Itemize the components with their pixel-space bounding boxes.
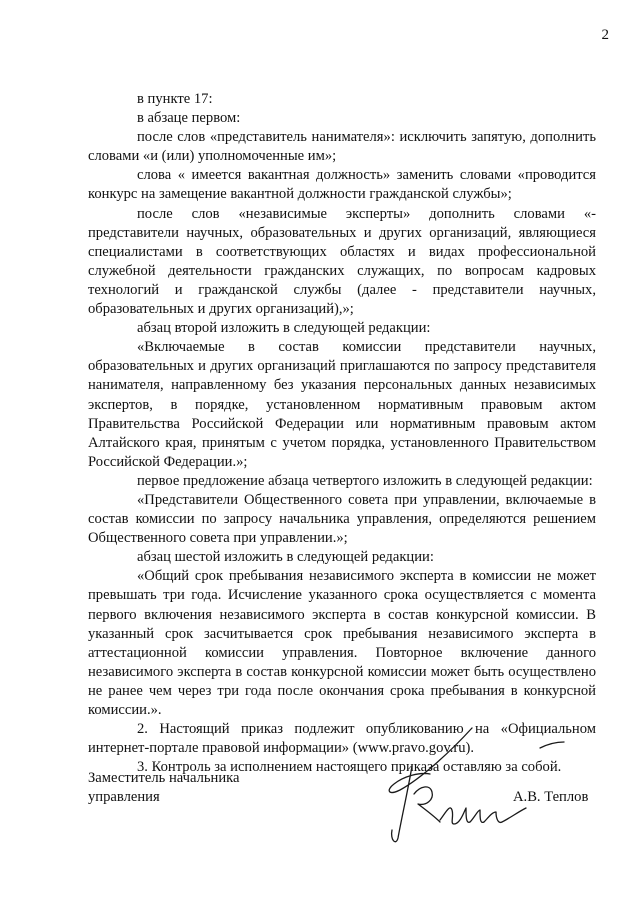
paragraph-3: после слов «представитель нанимателя»: исключить запятую, дополнить словами «и (или) уполномоченные им»; — [88, 129, 596, 165]
paragraph-2: в абзаце первом: — [137, 110, 241, 127]
document-body — [88, 90, 596, 777]
paragraph-7: «Включаемые в состав комиссии представители научных, образовательных и других организаций приглашаются по запросу представителя нанимателя, направленному без указания персональных данных независимых экспертов, в порядке, установленном нормативным правовым актом Правительства Российской Федерации или нормативным правовым актом Алтайского края, принятым с учетом порядка, установленного Правительством Российской Федерации.»; — [88, 339, 596, 470]
paragraph-8: первое предложение абзаца четвертого изложить в следующей редакции: — [137, 472, 593, 489]
signer-name: А.В. Теплов — [513, 789, 589, 805]
paragraph-1: в пункте 17: — [137, 91, 213, 107]
handwritten-signature — [360, 720, 580, 850]
paragraph-5: после слов «независимые эксперты» дополнить словами «- представители научных, образовательных и других организаций, являющиеся специалистами в соответствующих областях и видах профессиональной служебной деятельности гражданских служащих, по вопросам кадровых технологий и гражданской службы (далее - представители научных, образовательных и других организаций),»; — [88, 205, 596, 318]
paragraph-11: «Общий срок пребывания независимого эксперта в комиссии не может превышать три года. Исчисление указанного срока осуществляется с момента первого включения независимого эксперта в состав конкурсной комиссии. В указанный срок засчитывается срок пребывания независимого эксперта в аттестационной комиссии управления. Повторное включение данного независимого эксперта в состав конкурсной комиссии может быть осуществлено не ранее чем через три года после окончания срока пребывания в конкурсной комиссии.». — [88, 568, 596, 718]
paragraph-13: 3. Контроль за исполнением настоящего приказа оставляю за собой. — [137, 759, 562, 776]
page-number: 2 — [601, 27, 609, 43]
paragraph-10: абзац шестой изложить в следующей редакции: — [137, 549, 434, 566]
signer-position: Заместитель начальника управления — [88, 770, 240, 805]
paragraph-4: слова « имеется вакантная должность» заменить словами «проводится конкурс на замещение вакантной должности гражданской службы»; — [88, 167, 596, 203]
paragraph-9: «Представители Общественного совета при управлении, включаемые в состав комиссии по запросу начальника управления, определяются решением Общественного совета при управлении.»; — [88, 491, 596, 547]
paragraph-6: абзац второй изложить в следующей редакции: — [137, 320, 431, 337]
paragraph-12: 2. Настоящий приказ подлежит опубликованию на «Официальном интернет-портале правовой информации» (www.pravo.gov.ru). — [88, 721, 596, 757]
